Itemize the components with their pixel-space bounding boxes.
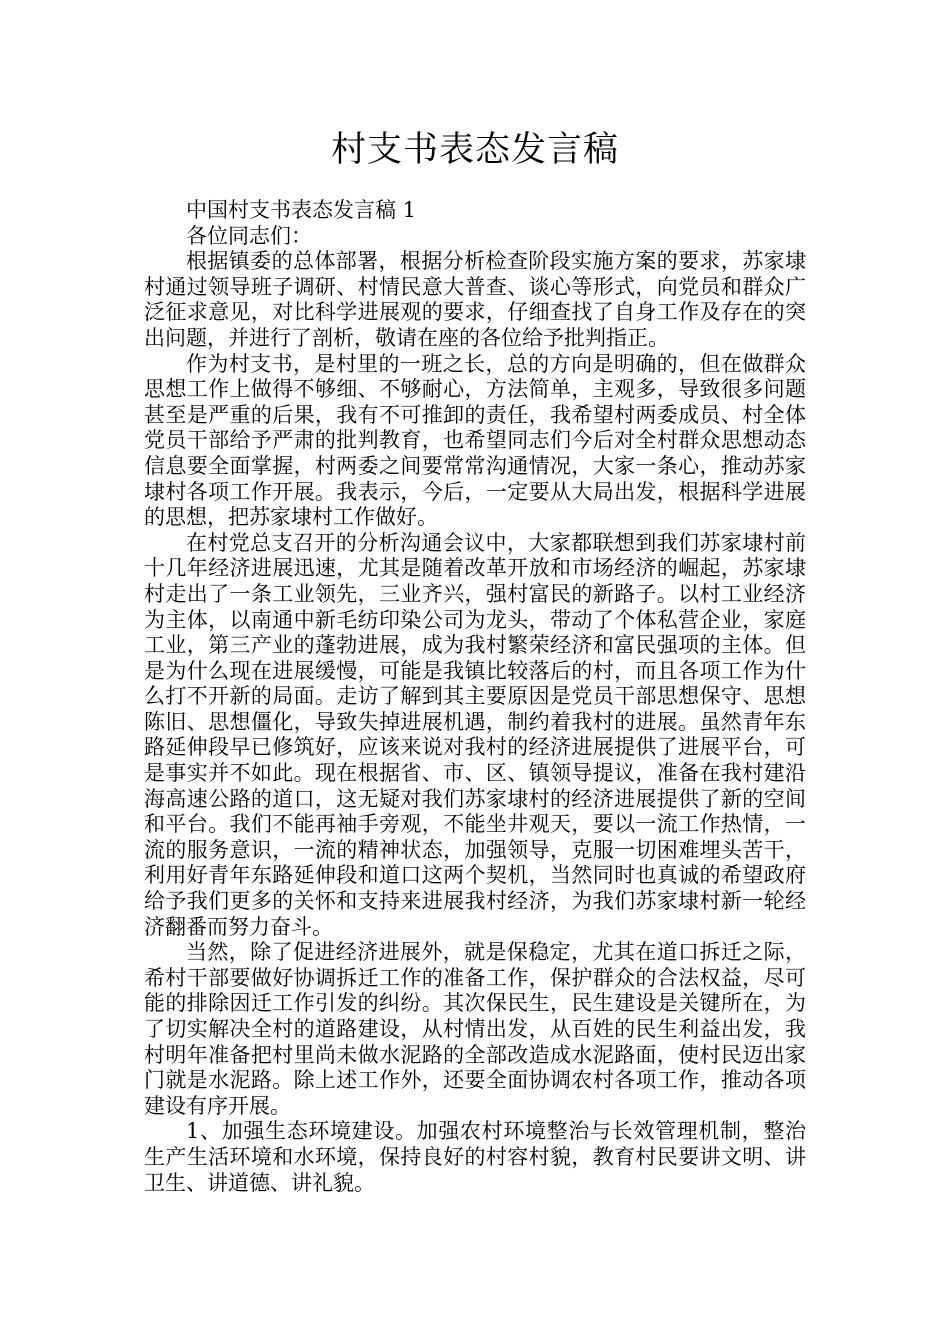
paragraph-3: 在村党总支召开的分析沟通会议中，大家都联想到我们苏家埭村前十几年经济进展迅速，尤其是随着改革开放和市场经济的崛起，苏家埭村走出了一条工业领先，三业齐兴，强村富民的新路子。以村工业经济为主体，以南通中新毛纺印染公司为龙头，带动了个体私营企业，家庭工业，第三产业的蓬勃进展，成为我村繁荣经济和富民强项的主体。但是为什么现在进展缓慢，可能是我镇比较落后的村，而且各项工作为什么打不开新的局面。走访了解到其主要原因是党员干部思想保守、思想陈旧、思想僵化，导致失掉进展机遇，制约着我村的进展。虽然青年东路延伸段早已修筑好，应该来说对我村的经济进展提供了进展平台，可是事实并不如此。现在根据省、市、区、镇领导提议，准备在我村建沿海高速公路的道口，这无疑对我们苏家埭村的经济进展提供了新的空间和平台。我们不能再袖手旁观，不能坐井观天，要以一流工作热情，一流的服务意识，一流的精神状态，加强领导，克服一切困难埋头苦干，利用好青年东路延伸段和道口这两个契机，当然同时也真诚的希望政府给予我们更多的关怀和支持来进展我村经济，为我们苏家埭村新一轮经济翻番而努力奋斗。 bbox=[144, 530, 806, 939]
document-title: 村支书表态发言稿 bbox=[330, 130, 619, 170]
document-body bbox=[144, 198, 806, 1196]
salutation: 各位同志们： bbox=[186, 223, 312, 248]
paragraph-1: 根据镇委的总体部署，根据分析检查阶段实施方案的要求，苏家埭村通过领导班子调研、村情民意大普查、谈心等形式，向党员和群众广泛征求意见，对比科学进展观的要求，仔细查找了自身工作及存在的突出问题，并进行了剖析，敬请在座的各位给予批判指正。 bbox=[144, 249, 806, 350]
paragraph-2: 作为村支书，是村里的一班之长，总的方向是明确的，但在做群众思想工作上做得不够细、不够耐心，方法简单，主观多，导致很多问题甚至是严重的后果，我有不可推卸的责任，我希望村两委成员、村全体党员干部给予严肃的批判教育，也希望同志们今后对全村群众思想动态信息要全面掌握，村两委之间要常常沟通情况，大家一条心，推动苏家埭村各项工作开展。我表示，今后，一定要从大局出发，根据科学进展的思想，把苏家埭村工作做好。 bbox=[144, 351, 806, 530]
paragraph-5: 1、加强生态环境建设。加强农村环境整治与长效管理机制，整治生产生活环境和水环境，保持良好的村容村貌，教育村民要讲文明、讲卫生、讲道德、讲礼貌。 bbox=[144, 1119, 806, 1195]
document-subtitle: 中国村支书表态发言稿 1 bbox=[186, 198, 417, 222]
paragraph-4: 当然，除了促进经济进展外，就是保稳定，尤其在道口拆迁之际，希村干部要做好协调拆迁工作的准备工作，保护群众的合法权益，尽可能的排除因迁工作引发的纠纷。其次保民生，民生建设是关键所在，为了切实解决全村的道路建设，从村情出发，从百姓的民生利益出发，我村明年准备把村里尚未做水泥路的全部改造成水泥路面，使村民迈出家门就是水泥路。除上述工作外，还要全面协调农村各项工作，推动各项建设有序开展。 bbox=[144, 940, 806, 1118]
